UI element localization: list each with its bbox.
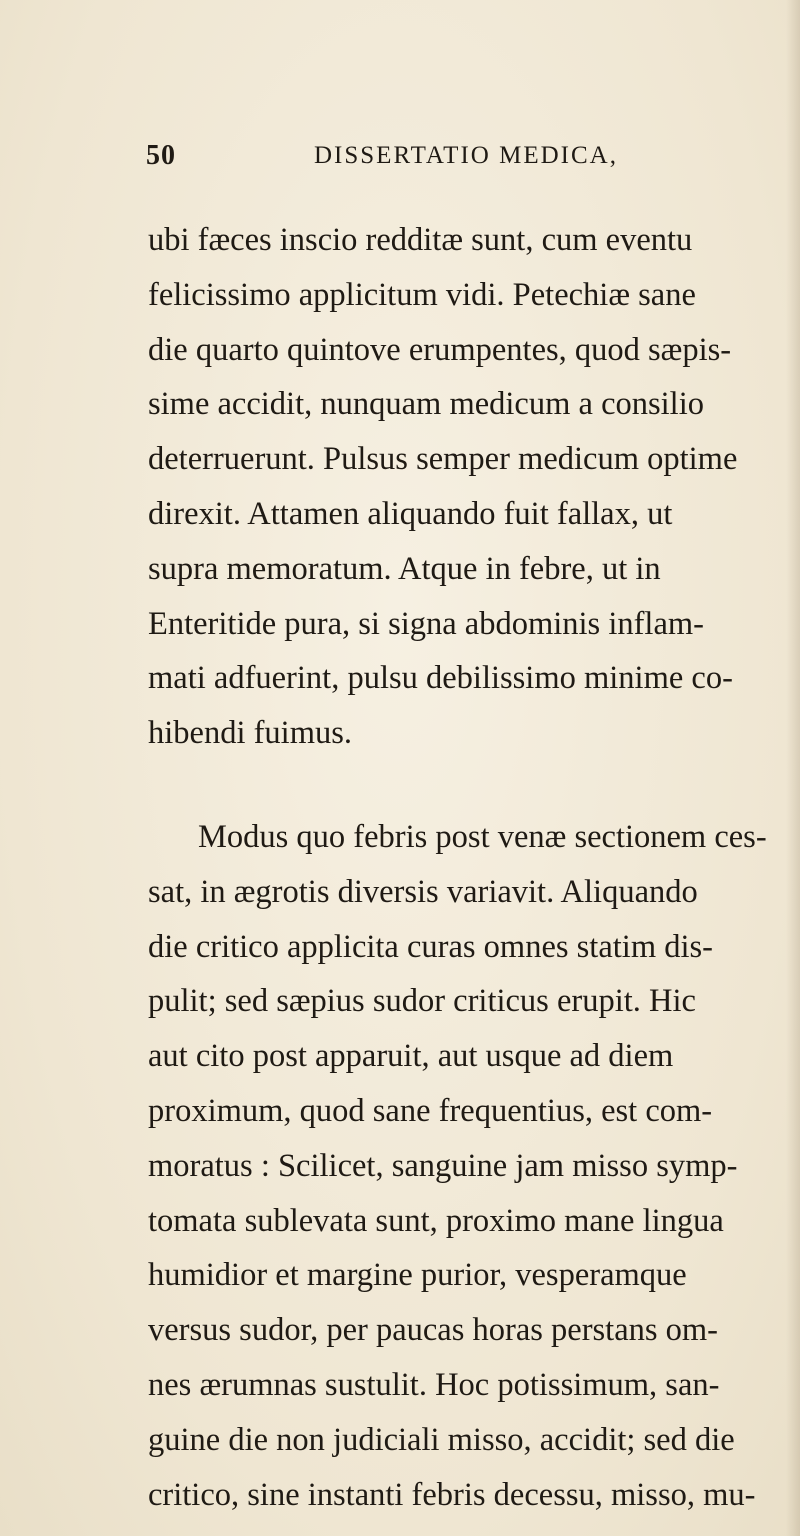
- text-line: Enteritide pura, si signa abdominis inflam-: [148, 605, 704, 642]
- text-line: moratus : Scilicet, sanguine jam misso symp-: [148, 1147, 738, 1184]
- text-line: pulit; sed sæpius sudor criticus erupit. Hic: [148, 983, 696, 1020]
- paragraph-2: [148, 810, 792, 1522]
- text-line: supra memoratum. Atque in febre, ut in: [148, 550, 661, 587]
- text-line: mati adfuerint, pulsu debilissimo minime co-: [148, 660, 733, 697]
- text-line: deterruerunt. Pulsus semper medicum optime: [148, 441, 738, 478]
- text-line: sat, in ægrotis diversis variavit. Aliquando: [148, 873, 698, 910]
- paragraph-gap: [148, 761, 792, 810]
- running-title: DISSERTATIO MEDICA,: [314, 142, 618, 169]
- text-line: ubi fæces inscio redditæ sunt, cum eventu: [148, 222, 693, 258]
- text-line: direxit. Attamen aliquando fuit fallax, ut: [148, 495, 673, 532]
- text-line: die quarto quintove erumpentes, quod sæpis-: [148, 331, 732, 368]
- text-line: critico, sine instanti febris decessu, misso, mu-: [148, 1476, 756, 1513]
- page-number: 50: [146, 140, 176, 171]
- text-line: tomata sublevata sunt, proximo mane lingua: [148, 1202, 724, 1239]
- text-line: proximum, quod sane frequentius, est com-: [148, 1092, 713, 1129]
- body-text: [148, 213, 792, 1522]
- running-head: [146, 140, 666, 180]
- text-line: hibendi fuimus.: [148, 715, 353, 752]
- text-line: die critico applicita curas omnes statim dis-: [148, 928, 713, 965]
- text-line: aut cito post apparuit, aut usque ad diem: [148, 1038, 674, 1075]
- text-line: guine die non judiciali misso, accidit; sed die: [148, 1421, 735, 1458]
- paragraph-1: [148, 213, 792, 761]
- text-line: nes ærumnas sustulit. Hoc potissimum, san-: [148, 1366, 720, 1403]
- text-line: felicissimo applicitum vidi. Petechiæ sane: [148, 276, 696, 313]
- text-line: versus sudor, per paucas horas perstans om-: [148, 1312, 719, 1349]
- text-line: Modus quo febris post venæ sectionem ces-: [198, 818, 767, 855]
- text-line: sime accidit, nunquam medicum a consilio: [148, 386, 704, 423]
- text-line: humidior et margine purior, vesperamque: [148, 1257, 687, 1294]
